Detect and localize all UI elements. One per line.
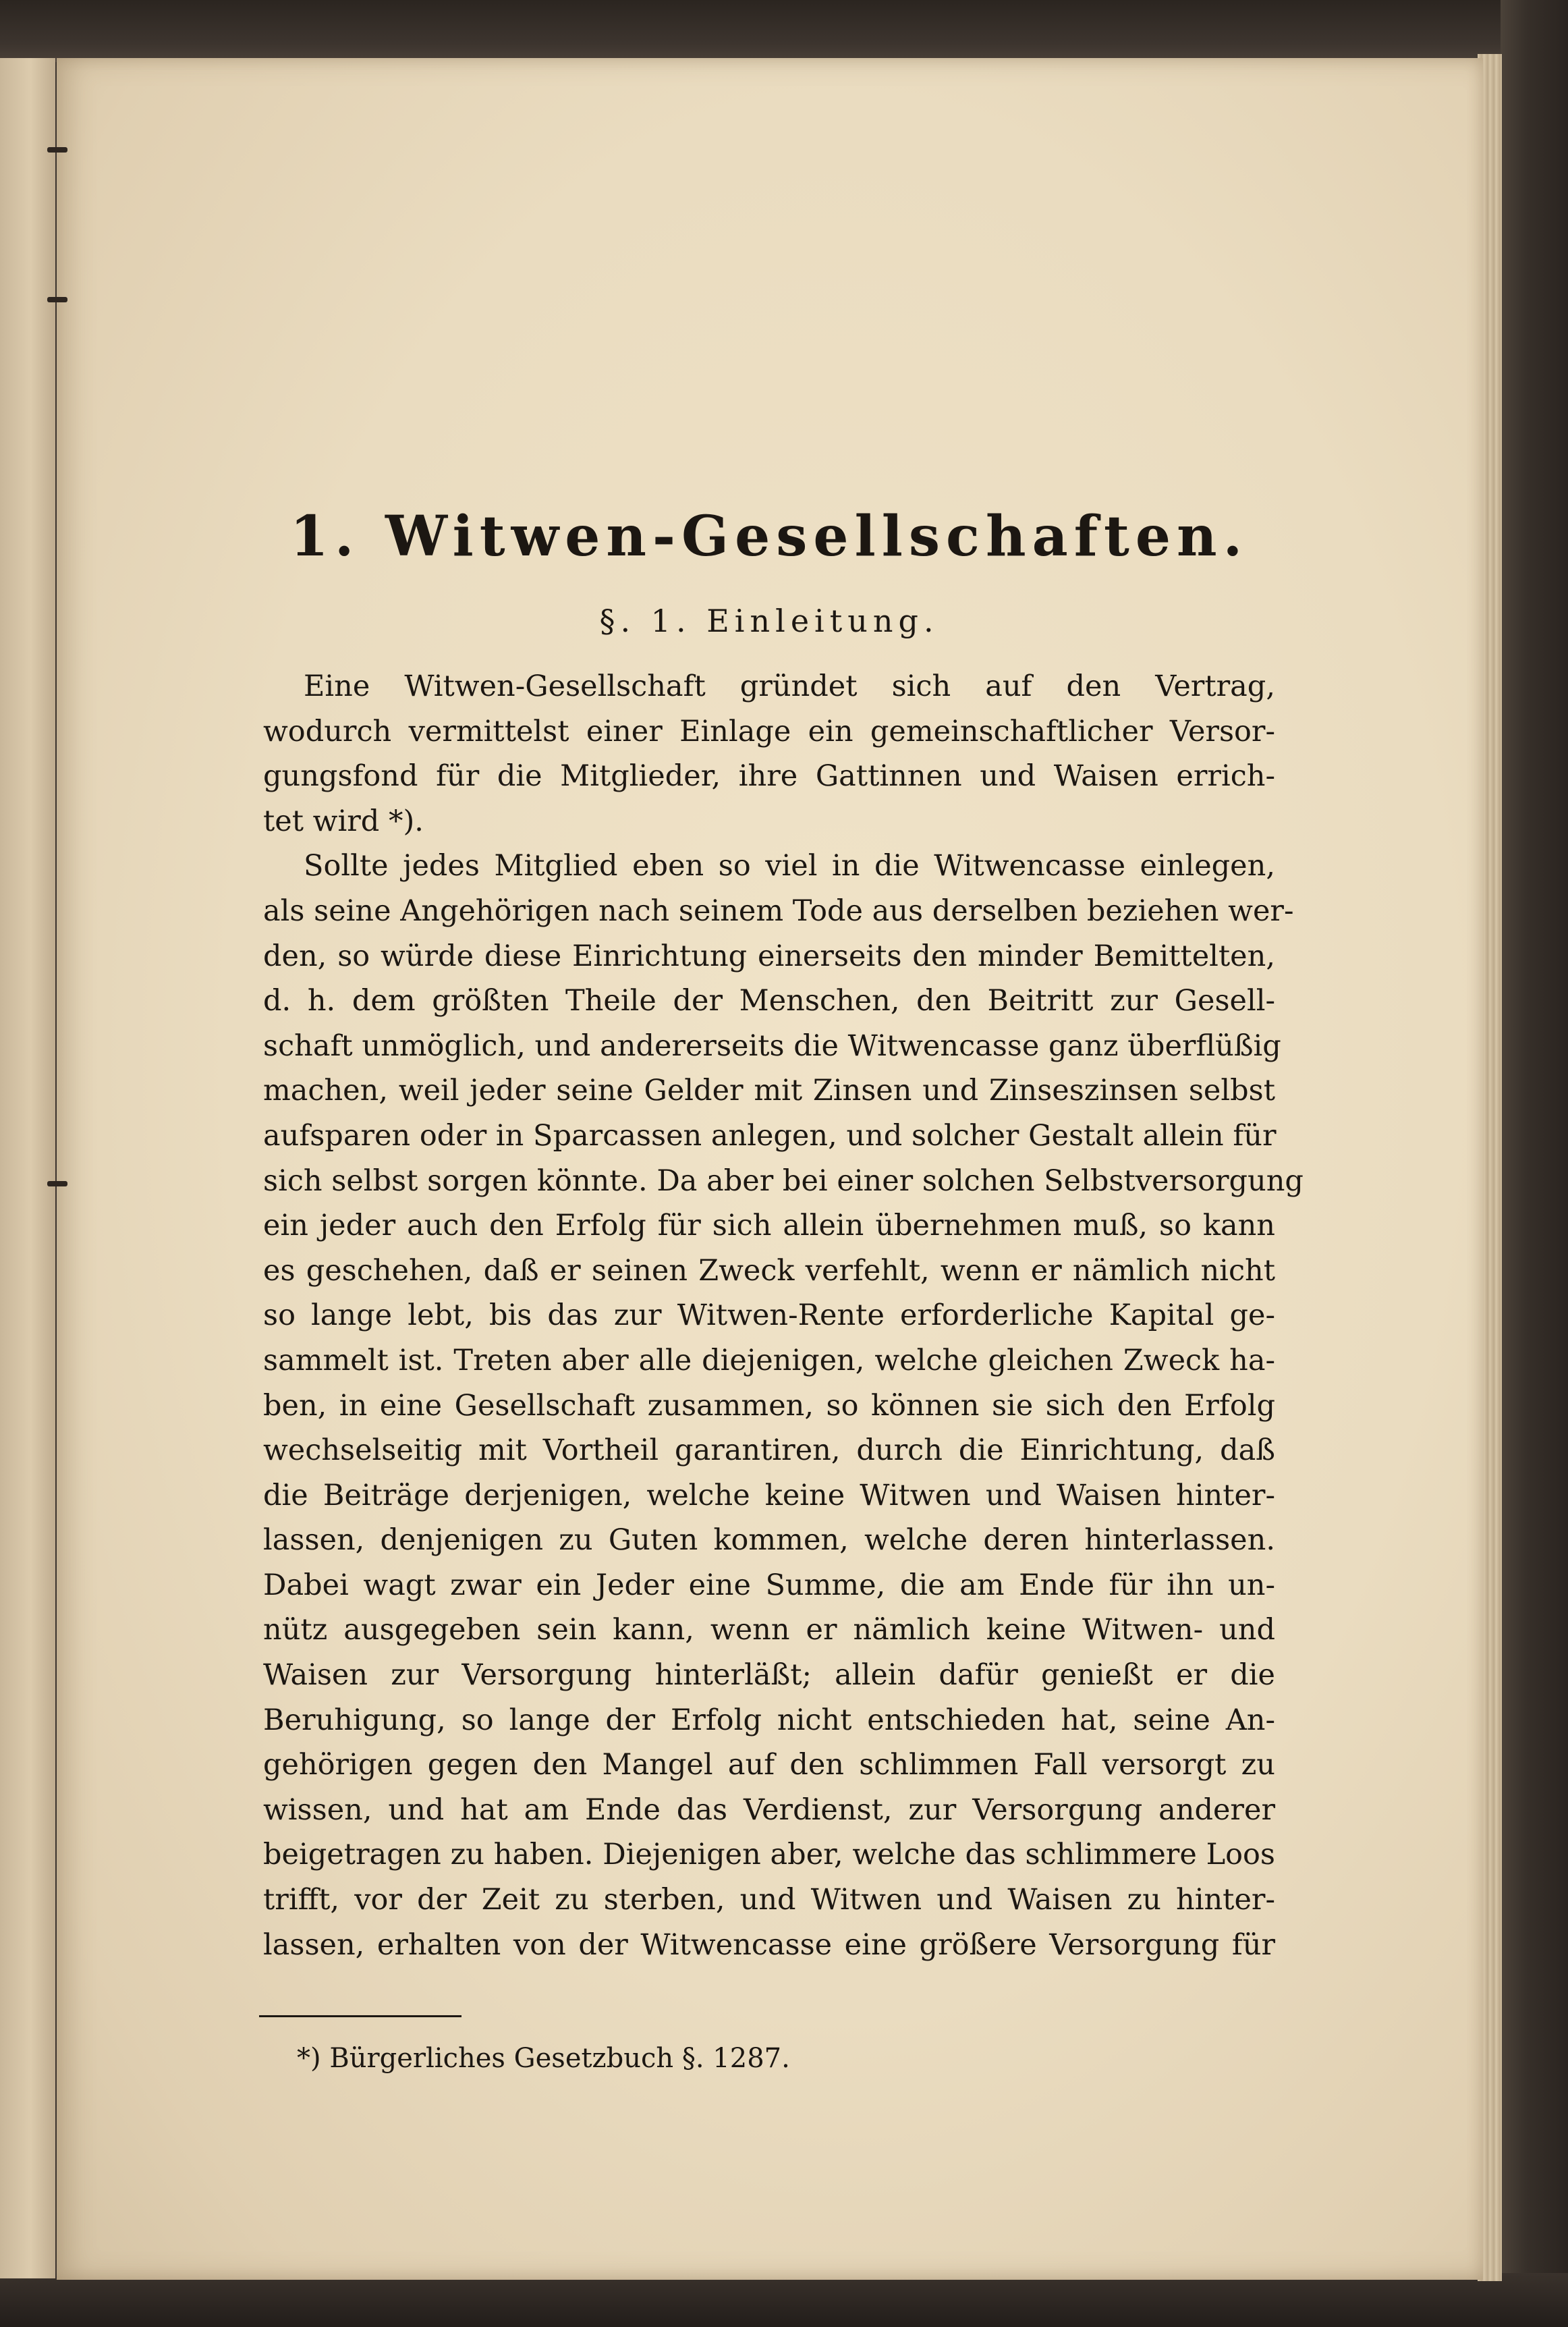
chapter-title: 1. Witwen-Gesellschaften.: [289, 504, 1249, 569]
text-line: d. h. dem größten Theile der Menschen, den Beitritt zur Gesell-: [263, 984, 1275, 1018]
text-line: lassen, erhalten von der Witwencasse eine größere Versorgung für: [263, 1927, 1275, 1962]
text-line: Waisen zur Versorgung hinterläßt; allein dafür genießt er die: [263, 1658, 1275, 1693]
text-line: so lange lebt, bis das zur Witwen-Rente erforderliche Kapital ge-: [263, 1298, 1275, 1333]
text-line: machen, weil jeder seine Gelder mit Zinsen und Zinseszinsen selbst: [263, 1074, 1275, 1108]
text-line: wissen, und hat am Ende das Verdienst, zur Versorgung anderer: [263, 1792, 1275, 1827]
binding-stitch: [47, 297, 67, 302]
text-line: sammelt ist. Treten aber alle diejenigen, welche gleichen Zweck ha-: [263, 1343, 1275, 1377]
page-content: [263, 499, 1304, 1967]
text-line: als seine Angehörigen nach seinem Tode aus derselben beziehen wer-: [263, 894, 1294, 928]
facing-page-edge: [0, 58, 55, 2278]
section-heading: §. 1. Einleitung.: [599, 603, 939, 639]
text-line: die Beiträge derjenigen, welche keine Witwen und Waisen hinter-: [263, 1478, 1275, 1512]
binding-stitch: [47, 147, 67, 153]
text-line: gungsfond für die Mitglieder, ihre Gattinnen und Waisen errich-: [263, 759, 1275, 794]
footnote: *) Bürgerliches Gesetzbuch §. 1287.: [297, 2043, 790, 2074]
text-line: beigetragen zu haben. Diejenigen aber, welche das schlimmere Loos: [263, 1838, 1275, 1872]
text-line: lassen, denjenigen zu Guten kommen, welche deren hinterlassen.: [263, 1523, 1275, 1558]
text-line: den, so würde diese Einrichtung einerseits den minder Bemittelten,: [263, 939, 1275, 973]
text-line: ein jeder auch den Erfolg für sich allein übernehmen muß, so kann: [263, 1209, 1275, 1243]
book-cover-right: [1501, 0, 1568, 2327]
text-line: Sollte jedes Mitglied eben so viel in die Witwencasse einlegen,: [304, 849, 1275, 883]
text-line: es geschehen, daß er seinen Zweck verfehlt, wenn er nämlich nicht: [263, 1253, 1275, 1288]
text-line: trifft, vor der Zeit zu sterben, und Witwen und Waisen zu hinter-: [263, 1883, 1275, 1917]
footnote-rule: [259, 2015, 461, 2017]
text-line: tet wird *).: [263, 804, 424, 838]
text-line: Beruhigung, so lange der Erfolg nicht entschieden hat, seine An-: [263, 1703, 1275, 1737]
binding-stitch: [47, 1181, 67, 1186]
text-line: Eine Witwen-Gesellschaft gründet sich auf den Vertrag,: [304, 669, 1275, 703]
text-line: wodurch vermittelst einer Einlage ein gemeinschaftlicher Versor-: [263, 714, 1275, 748]
text-line: schaft unmöglich, und andererseits die Witwencasse ganz überflüßig: [263, 1029, 1281, 1063]
text-line: wechselseitig mit Vortheil garantiren, durch die Einrichtung, daß: [263, 1433, 1275, 1468]
text-line: Dabei wagt zwar ein Jeder eine Summe, die am Ende für ihn un-: [263, 1568, 1275, 1602]
text-line: aufsparen oder in Sparcassen anlegen, und solcher Gestalt allein für: [263, 1118, 1277, 1153]
text-line: ben, in eine Gesellschaft zusammen, so können sie sich den Erfolg: [263, 1388, 1275, 1423]
text-line: sich selbst sorgen könnte. Da aber bei einer solchen Selbstversorgung: [263, 1164, 1304, 1198]
book-cover-bottom: [0, 2273, 1568, 2327]
text-line: gehörigen gegen den Mangel auf den schlimmen Fall versorgt zu: [263, 1748, 1275, 1782]
text-line: nütz ausgegeben sein kann, wenn er nämlich keine Witwen- und: [263, 1613, 1275, 1647]
book-cover-top: [0, 0, 1568, 62]
body-text: [263, 664, 1304, 1967]
